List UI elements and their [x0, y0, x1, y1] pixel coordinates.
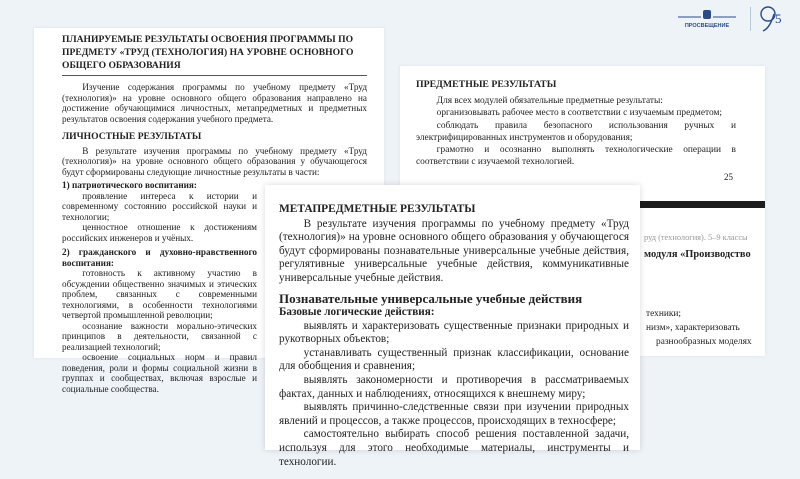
logic-item: выявлять причинно-следственные связи при изучении природных явлений и процессов, а также процессов, происходящих в техносфере; — [279, 401, 629, 427]
item-civic-line: осознание важности морально-этических принципов в деятельности, связанной с реализацией технологий; — [62, 320, 257, 352]
subject-results-heading: ПРЕДМЕТНЫЕ РЕЗУЛЬТАТЫ — [416, 79, 557, 90]
page1-title: ПЛАНИРУЕМЫЕ РЕЗУЛЬТАТЫ ОСВОЕНИЯ ПРОГРАММЫ ПО ПРЕДМЕТУ «ТРУД (ТЕХНОЛОГИЯ) НА УРОВНЕ ОСНОВНОГО ОБЩЕГО ОБРАЗОВАНИЯ — [62, 34, 354, 71]
publisher-emblem-icon — [676, 8, 738, 30]
fragment-line: техники; — [646, 309, 682, 319]
metasubject-intro: В результате изучения программы по учебному предмету «Труд (технология)» на уровне основного общего образования у обучающегося будут сформированы познавательные универсальные учебные действия, регулятивные универсальные учебные действия, коммуникативные универсальные учебные действия. — [279, 217, 629, 284]
anniversary-number: 5 — [775, 11, 782, 26]
item-civic-line: готовность к активному участию в обсуждении общественно значимых и этических проблем, связанных с современными технологиями, в особенности технологиями четвертой промышленной революции; — [62, 268, 257, 320]
running-header: руд (технология). 5–9 классы — [644, 233, 748, 242]
page1-intro: Изучение содержания программы по учебному предмету «Труд (технология)» на уровне основного общего образования направлено на достижение обучающимися личностных, метапредметных и предметных результатов освоения содержания учебного предмета. — [62, 82, 367, 124]
cognitive-actions-heading: Познавательные универсальные учебные действия — [279, 290, 583, 306]
publisher-name: ПРОСВЕЩЕНИЕ — [684, 23, 730, 29]
anniversary-logo — [758, 4, 792, 39]
anniversary-95-icon — [758, 4, 792, 34]
item-patriotic-line: ценностное отношение к достижениям российских инженеров и учёных. — [62, 222, 257, 243]
basic-logic-heading: Базовые логические действия: — [279, 306, 435, 319]
document-page-metasubject-results — [265, 185, 640, 468]
item-civic: 2) гражданского и духовно-нравственного воспитания: — [62, 247, 257, 268]
logo-divider — [750, 7, 751, 31]
prosveshchenie-logo — [676, 8, 738, 35]
subject-results-line: соблюдать правила безопасного использования ручных и электрифицированных инструментов и оборудования; — [416, 120, 736, 143]
fragment-line: низм», характеризовать — [646, 323, 740, 333]
title-divider — [62, 75, 367, 76]
item-patriotic-line: проявление интереса к истории и современному состоянию российской науки и технологии; — [62, 190, 257, 222]
subject-results-line: организовывать рабочее место в соответствии с изучаемым предметом; — [436, 108, 722, 119]
logic-item: выявлять и характеризовать существенные признаки природных и рукотворных объектов; — [279, 319, 629, 346]
metasubject-heading: МЕТАПРЕДМЕТНЫЕ РЕЗУЛЬТАТЫ — [279, 203, 476, 215]
subject-results-line: Для всех модулей обязательные предметные результаты: — [436, 96, 663, 107]
page-number: 25 — [724, 172, 733, 182]
logic-item: выявлять закономерности и противоречия в рассматриваемых фактах, данных и наблюдениях, относящихся к внешнему миру; — [279, 374, 629, 400]
logic-item: устанавливать существенный признак классификации, основание для обобщения и сравнения; — [279, 346, 629, 373]
module-heading: модуля «Производство — [644, 249, 751, 260]
personal-results-heading: ЛИЧНОСТНЫЕ РЕЗУЛЬТАТЫ — [62, 131, 202, 142]
personal-results-intro: В результате изучения программы по учебному предмету «Труд (технология)» на уровне основного общего образования у обучающегося будут сформированы следующие личностные результаты в части: — [62, 145, 367, 177]
logic-item: самостоятельно выбирать способ решения поставленной задачи, используя для этого необходимые материалы, инструменты и технологии. — [279, 428, 629, 468]
fragment-line: разнообразных моделях — [656, 337, 752, 347]
item-civic-line: освоение социальных норм и правил поведения, роли и формы социальной жизни в группах и сообществах, включая взрослые и социальные сообщества. — [62, 352, 257, 394]
subject-results-line: грамотно и осознанно выполнять технологические операции в соответствии с изучаемой технологией. — [416, 145, 736, 168]
item-patriotic: 1) патриотического воспитания: — [62, 180, 197, 190]
